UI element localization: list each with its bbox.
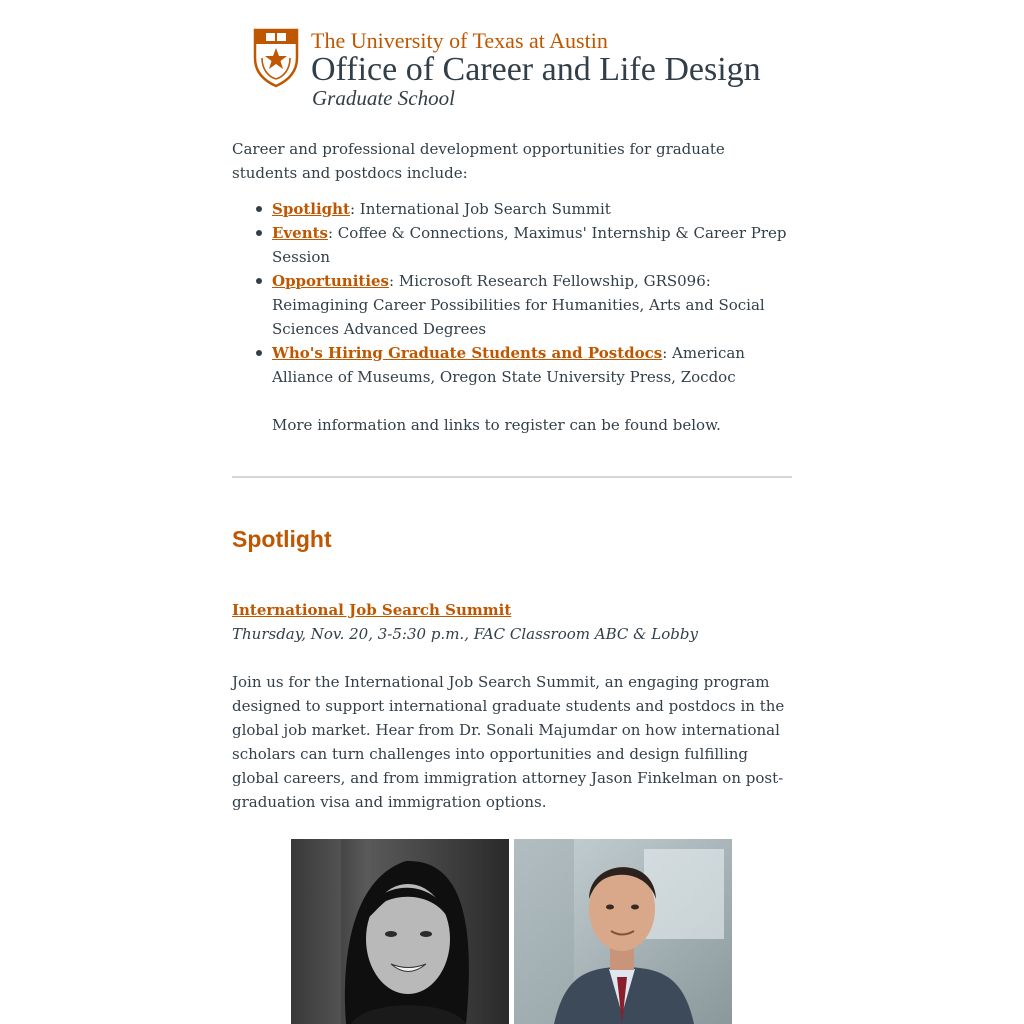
event-title bbox=[232, 598, 511, 622]
events-link[interactable]: Events bbox=[272, 224, 328, 242]
spotlight-link[interactable]: Spotlight bbox=[272, 200, 350, 218]
spotlight-heading: Spotlight bbox=[232, 526, 332, 552]
event-date-location: Thursday, Nov. 20, 3-5:30 p.m., FAC Classroom ABC & Lobby bbox=[232, 625, 698, 643]
event-title-link[interactable]: International Job Search Summit bbox=[232, 601, 512, 619]
logo-university-name: The University of Texas at Austin bbox=[311, 28, 608, 53]
list-item-text: : Coffee & Connections, Maximus' Internship & Career Prep Session bbox=[272, 224, 787, 266]
list-item bbox=[272, 341, 792, 389]
event-description: Join us for the International Job Search Summit, an engaging program designed to support international graduate students and postdocs in the global job market. Hear from Dr. Sonali Majumdar on how international scholars can turn challenges into opportunities and design fulfilling global careers, and from immigration attorney Jason Finkelman on post-graduation visa and immigration options. bbox=[232, 673, 785, 811]
office-logo bbox=[253, 28, 773, 112]
list-item bbox=[272, 269, 792, 341]
list-item bbox=[272, 197, 792, 221]
logo-school-name: Graduate School bbox=[312, 86, 455, 110]
ut-shield-icon bbox=[253, 28, 299, 88]
list-item bbox=[272, 221, 792, 269]
section-divider bbox=[232, 476, 792, 478]
opportunity-list bbox=[232, 197, 792, 389]
speaker-photo-1 bbox=[291, 839, 509, 1024]
logo-office-name: Office of Career and Life Design bbox=[311, 51, 761, 88]
more-info-text: More information and links to register can be found below. bbox=[272, 416, 721, 434]
list-item-text: : American Alliance of Museums, Oregon State University Press, Zocdoc bbox=[272, 344, 745, 386]
list-item-text: : Microsoft Research Fellowship, GRS096: Reimagining Career Possibilities for Humanities, Arts and Social Sciences Advanced Degrees bbox=[272, 272, 765, 338]
intro-text: Career and professional development opportunities for graduate students and postdocs include: bbox=[232, 140, 725, 182]
list-item-text: : International Job Search Summit bbox=[349, 200, 611, 218]
opportunities-link[interactable]: Opportunities bbox=[272, 272, 390, 290]
whos-hiring-link[interactable]: Who's Hiring Graduate Students and Postdocs bbox=[272, 344, 663, 362]
speaker-photo-2 bbox=[514, 839, 732, 1024]
